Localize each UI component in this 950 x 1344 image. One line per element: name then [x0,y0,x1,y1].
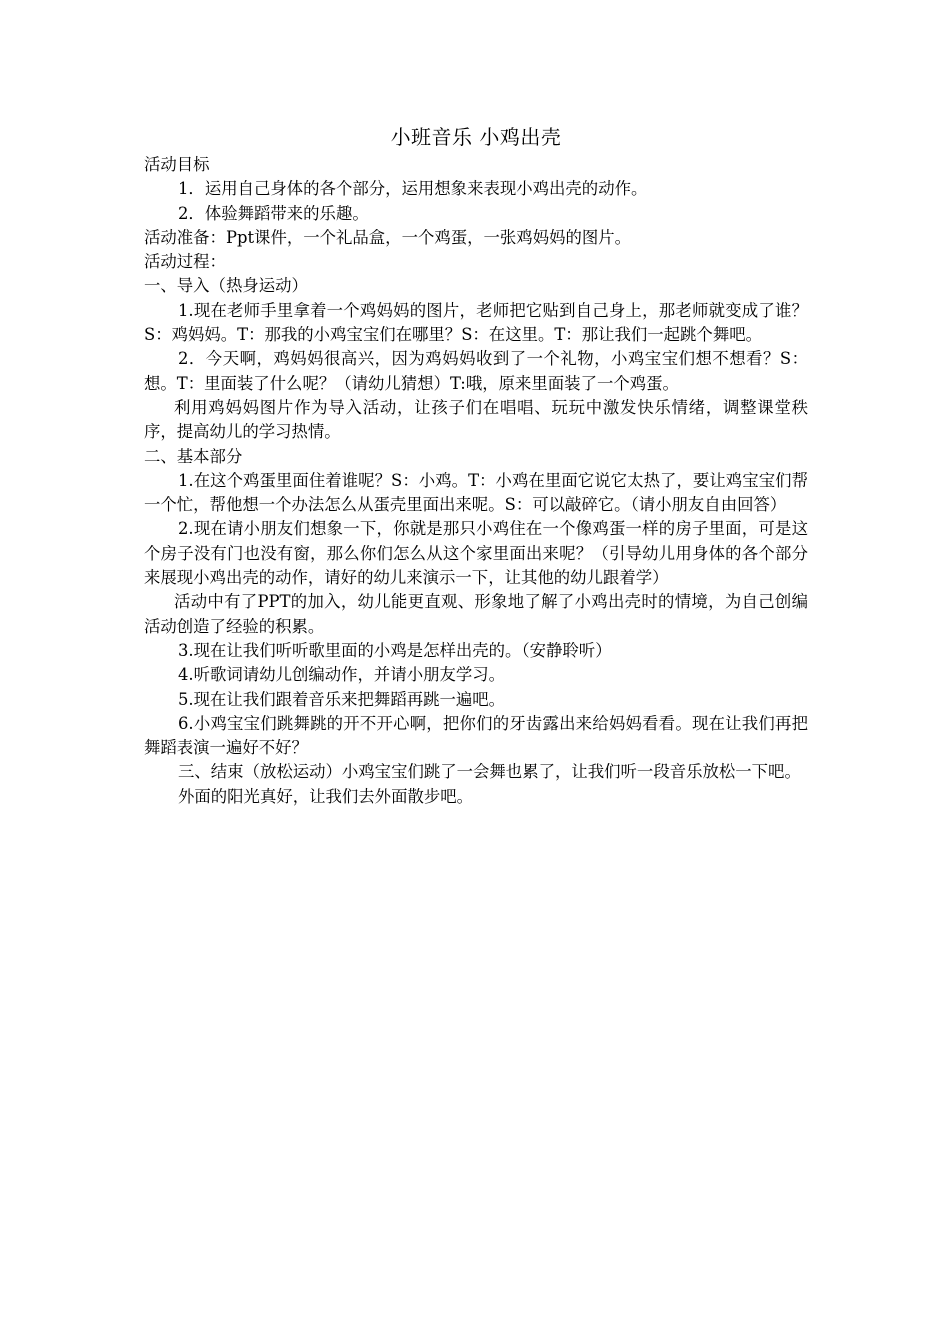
paragraph-intro-reflection: 利用鸡妈妈图片作为导入活动，让孩子们在唱唱、玩玩中激发快乐情绪，调整课堂秩序，提高幼儿的学习热情。 [144,397,808,442]
section-heading-intro: 一、导入（热身运动） [144,276,308,296]
document-page [144,122,808,809]
paragraph-goal-2: 2．体验舞蹈带来的乐趣。 [178,203,369,223]
paragraph-main-1: 1.在这个鸡蛋里面住着谁呢？S：小鸡。T：小鸡在里面它说它太热了，要让鸡宝宝们帮一个忙，帮他想一个办法怎么从蛋壳里面出来呢。S：可以敲碎它。（请小朋友自由回答） [144,470,808,515]
paragraph-main-5: 5.现在让我们跟着音乐来把舞蹈再跳一遍吧。 [178,689,506,709]
document-body [144,153,808,809]
document-title: 小班音乐 小鸡出壳 [390,125,562,149]
paragraph-main-3: 3.现在让我们听听歌里面的小鸡是怎样出壳的。（安静聆听） [178,640,612,660]
paragraph-main-2: 2.现在请小朋友们想象一下，你就是那只小鸡住在一个像鸡蛋一样的房子里面，可是这个房子没有门也没有窗，那么你们怎么从这个家里面出来呢？（引导幼儿用身体的各个部分来展现小鸡出壳的动作，请好的幼儿来演示一下，让其他的幼儿跟着学） [144,519,808,588]
section-heading-main: 二、基本部分 [144,446,243,466]
paragraph-intro-2: 2．今天啊，鸡妈妈很高兴，因为鸡妈妈收到了一个礼物，小鸡宝宝们想不想看？S：想。T：里面装了什么呢？（请幼儿猜想）T:哦，原来里面装了一个鸡蛋。 [144,349,808,393]
paragraph-ending: 三、结束（放松运动）小鸡宝宝们跳了一会舞也累了，让我们听一段音乐放松一下吧。 [178,762,801,782]
paragraph-process-heading: 活动过程： [144,252,226,272]
paragraph-main-reflection: 活动中有了PPT的加入，幼儿能更直观、形象地了解了小鸡出壳时的情境，为自己创编活动创造了经验的积累。 [144,592,808,636]
paragraph-closing: 外面的阳光真好，让我们去外面散步吧。 [178,786,474,806]
paragraph-main-4: 4.听歌词请幼儿创编动作，并请小朋友学习。 [178,665,506,685]
paragraph-preparation: 活动准备：Ppt课件，一个礼品盒，一个鸡蛋，一张鸡妈妈的图片。 [144,227,632,247]
paragraph-intro-1: 1.现在老师手里拿着一个鸡妈妈的图片，老师把它贴到自己身上，那老师就变成了谁？S：鸡妈妈。T：那我的小鸡宝宝们在哪里？S：在这里。T：那让我们一起跳个舞吧。 [144,300,808,345]
paragraph-goal-1: 1．运用自己身体的各个部分，运用想象来表现小鸡出壳的动作。 [178,179,648,199]
paragraph-main-6: 6.小鸡宝宝们跳舞跳的开不开心啊，把你们的牙齿露出来给妈妈看看。现在让我们再把舞蹈表演一遍好不好？ [144,713,808,758]
paragraph-goal-heading: 活动目标 [144,155,210,174]
